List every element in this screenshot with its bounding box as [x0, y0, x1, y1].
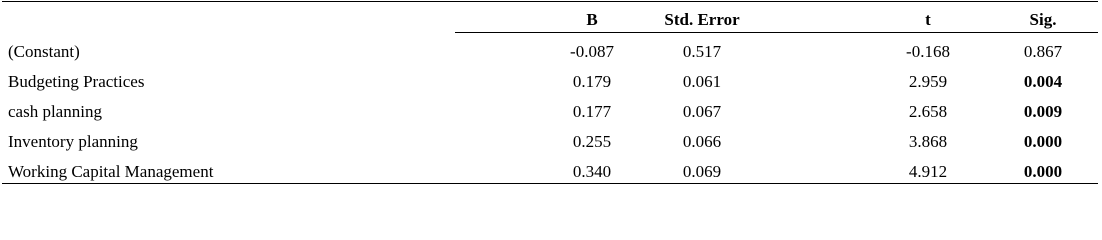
table-row	[2, 162, 1098, 192]
cell-t: 3.868	[908, 132, 948, 151]
cell-t: 2.658	[908, 102, 948, 121]
cell-std-error: 0.517	[682, 42, 722, 61]
header-rule	[455, 32, 1098, 33]
table-row	[2, 132, 1098, 162]
cell-std-error: 0.066	[682, 132, 722, 151]
cell-std-error: 0.061	[682, 72, 722, 91]
cell-t: 4.912	[908, 162, 948, 181]
cell-sig: 0.004	[1023, 72, 1063, 91]
regression-coefficients-table	[2, 0, 1098, 186]
table-row	[2, 42, 1098, 72]
row-label: Working Capital Management	[8, 162, 214, 181]
row-label: cash planning	[8, 102, 102, 121]
cell-sig: 0.009	[1023, 102, 1063, 121]
cell-sig: 0.000	[1023, 162, 1063, 181]
header-b: B	[586, 10, 598, 29]
row-label: (Constant)	[8, 42, 80, 61]
header-std-error: Std. Error	[664, 10, 740, 29]
row-label: Budgeting Practices	[8, 72, 145, 91]
table-bottom-rule	[2, 183, 1098, 184]
table-row	[2, 102, 1098, 132]
cell-sig: 0.867	[1023, 42, 1063, 61]
cell-b: 0.179	[572, 72, 612, 91]
cell-b: 0.177	[572, 102, 612, 121]
cell-t: 2.959	[908, 72, 948, 91]
table-row	[2, 72, 1098, 102]
cell-std-error: 0.069	[682, 162, 722, 181]
cell-t: -0.168	[906, 42, 950, 61]
cell-std-error: 0.067	[682, 102, 722, 121]
cell-b: 0.255	[572, 132, 612, 151]
header-sig: Sig.	[1029, 10, 1057, 29]
row-label: Inventory planning	[8, 132, 138, 151]
cell-b: 0.340	[572, 162, 612, 181]
cell-b: -0.087	[570, 42, 614, 61]
table-top-rule	[2, 1, 1098, 2]
cell-sig: 0.000	[1023, 132, 1063, 151]
header-t: t	[925, 10, 931, 29]
